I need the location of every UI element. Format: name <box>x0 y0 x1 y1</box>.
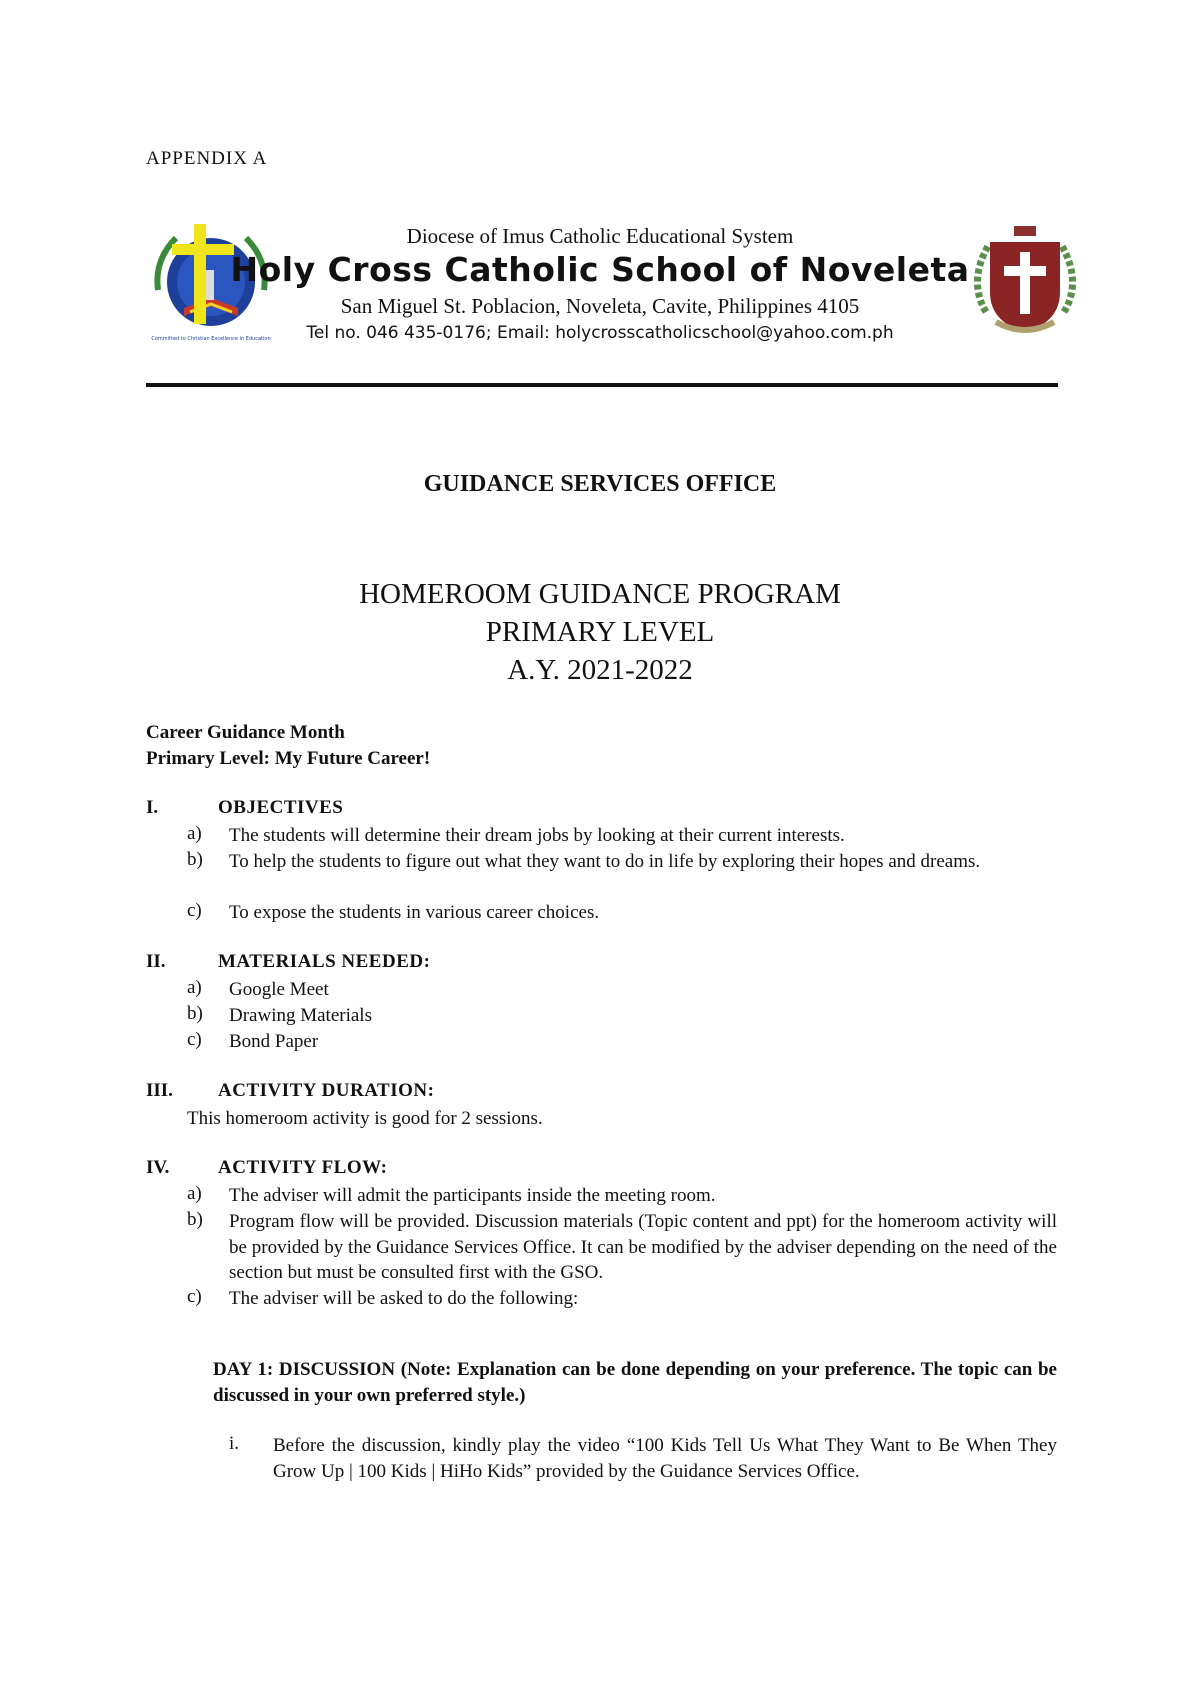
letterhead-divider <box>146 383 1058 387</box>
list-item-label: b) <box>187 849 203 870</box>
section-flow-title: ACTIVITY FLOW: <box>218 1157 388 1178</box>
section-materials-title: MATERIALS NEEDED: <box>218 951 431 972</box>
letterhead-address: San Miguel St. Poblacion, Noveleta, Cavite, Philippines 4105 <box>340 294 860 318</box>
list-item: To expose the students in various career choices. <box>229 902 600 923</box>
list-item: To help the students to figure out what they want to do in life by exploring their hopes and dreams. <box>229 851 981 872</box>
list-item: The adviser will be asked to do the following: <box>229 1288 579 1309</box>
letterhead-diocese: Diocese of Imus Catholic Educational System <box>406 224 794 248</box>
list-item: The students will determine their dream jobs by looking at their current interests. <box>229 825 845 846</box>
letterhead-school-name: Holy Cross Catholic School of Noveleta <box>230 250 970 289</box>
list-item-label: a) <box>187 823 202 844</box>
theme-label: Primary Level: My Future Career! <box>146 748 431 769</box>
program-title: HOMEROOM GUIDANCE PROGRAM <box>359 578 841 610</box>
list-item-label: b) <box>187 1209 203 1230</box>
list-item: Program flow will be provided. Discussion materials (Topic content and ppt) for the homeroom activity will be provided by the Guidance Services Office. It can be modified by the adviser depending on the need of the section but must be consulted first with the GSO. <box>229 1211 1057 1283</box>
list-item: Bond Paper <box>229 1031 319 1052</box>
logo-left-motto: Committed to Christian Excellence in Education <box>151 336 271 342</box>
letterhead-contact: Tel no. 046 435-0176; Email: holycrosscatholicschool@yahoo.com.ph <box>306 323 894 343</box>
list-item: The adviser will admit the participants inside the meeting room. <box>229 1185 716 1206</box>
month-label: Career Guidance Month <box>146 722 345 743</box>
program-level: PRIMARY LEVEL <box>485 616 715 648</box>
list-item-label: i. <box>229 1433 240 1454</box>
appendix-label: APPENDIX A <box>146 148 268 169</box>
office-heading: GUIDANCE SERVICES OFFICE <box>423 471 777 497</box>
duration-text: This homeroom activity is good for 2 sessions. <box>187 1108 543 1129</box>
list-item-label: c) <box>187 900 202 921</box>
list-item: Drawing Materials <box>229 1005 372 1026</box>
section-flow-number: IV. <box>146 1157 170 1178</box>
section-materials-number: II. <box>146 951 166 972</box>
list-item-label: c) <box>187 1286 202 1307</box>
list-item-label: b) <box>187 1003 203 1024</box>
section-objectives-number: I. <box>146 797 159 818</box>
list-item: Before the discussion, kindly play the video “100 Kids Tell Us What They Want to Be When They Grow Up | 100 Kids | HiHo Kids” provided by the Guidance Services Office. <box>273 1435 1057 1482</box>
program-year: A.Y. 2021-2022 <box>507 654 693 686</box>
list-item-label: a) <box>187 977 202 998</box>
list-item-label: a) <box>187 1183 202 1204</box>
section-duration-number: III. <box>146 1080 173 1101</box>
day1-heading: DAY 1: DISCUSSION (Note: Explanation can be done depending on your preference. The topic can be discussed in your own preferred style.) <box>213 1359 1057 1406</box>
section-duration-title: ACTIVITY DURATION: <box>218 1080 435 1101</box>
list-item: Google Meet <box>229 979 329 1000</box>
section-objectives-title: OBJECTIVES <box>218 797 344 818</box>
list-item-label: c) <box>187 1029 202 1050</box>
